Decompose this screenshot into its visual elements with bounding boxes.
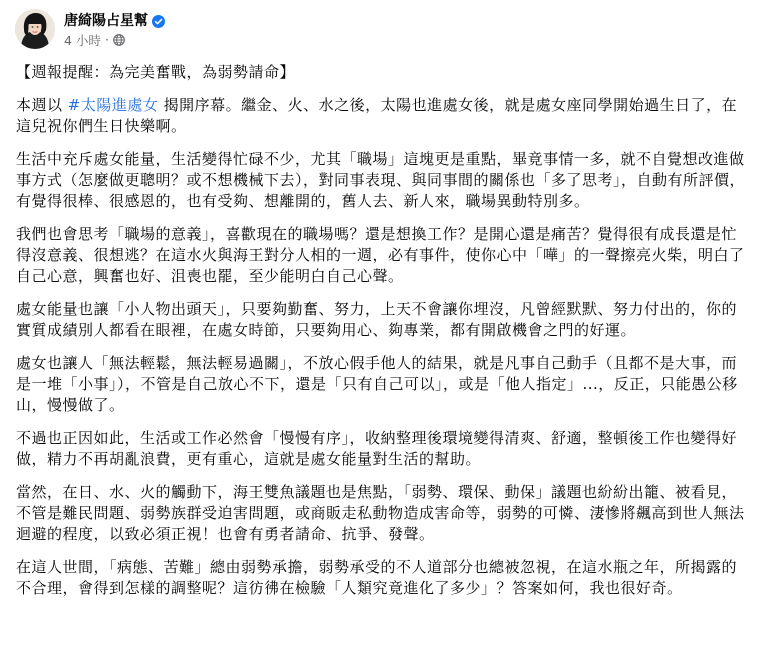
author-avatar[interactable] [15,9,55,49]
post-paragraph-4: 處女能量也讓「小人物出頭天」，只要夠勤奮、努力，上天不會讓你埋沒，凡曾經默默、努力付出的，你的實質成績別人都看在眼裡，在處女時節，只要夠用心、夠專業，都有開啟機會之門的好運。 [16,300,738,339]
separator-dot: · [104,32,109,47]
post-meta [64,10,165,49]
paragraph-text: 揭開序幕。繼金、火、水之後，太陽也進處女後，就是處女座同學開始過生日了，在這兒祝你們生日快樂啊。 [16,96,738,135]
post-title: 【週報提醒：為完美奮戰，為弱勢請命】 [16,63,296,81]
hashtag-link[interactable]: #太陽進處女 [67,96,159,114]
paragraph-text: 本週以 [16,96,68,114]
post-paragraph-6: 不過也正因如此，生活或工作必然會「慢慢有序」，收納整理後環境變得清爽、舒適，整頓後工作也變得好做，精力不再胡亂浪費，更有重心，這就是處女能量對生活的幫助。 [16,429,738,468]
post-paragraph-1 [16,95,751,137]
author-name[interactable]: 唐綺陽占星幫 [64,12,148,29]
post-subtitle [64,31,165,49]
post-body [16,62,751,611]
author-row [64,10,165,30]
post-paragraph-5: 處女也讓人「無法輕鬆，無法輕易過關」，不放心假手他人的結果，就是凡事自己動手（且都不是大事，而是一堆「小事」），不管是自己放心不下，還是「只有自己可以」，或是「他人指定」...，反正，只能愚公移山，慢慢做了。 [16,354,738,414]
avatar-photo-icon [15,9,55,49]
post-paragraph-3: 我們也會思考「職場的意義」，喜歡現在的職場嗎？還是想換工作？是開心還是痛苦？覺得很有成長還是忙得沒意義、很想逃？在這水火與海王對分人相的一週，必有事件，使你心中「嘩」的一聲擦亮火柴，明白了自己心意，興奮也好、沮喪也罷，至少能明白自己心聲。 [16,225,745,285]
post-header [15,9,165,49]
post-timestamp[interactable]: 4 小時 [64,32,101,48]
verified-badge-icon [152,13,165,26]
post-paragraph-8: 在這人世間，「病態、苦難」總由弱勢承擔，弱勢承受的不人道部分也總被忽視，在這水瓶之年，所揭露的不合理，會得到怎樣的調整呢？這彷彿在檢驗「人類究竟進化了多少」？答案如何，我也很好奇。 [16,558,738,597]
globe-icon[interactable] [113,34,125,46]
post-paragraph-7: 當然，在日、水、火的觸動下，海王雙魚議題也是焦點，「弱勢、環保、動保」議題也紛紛出籠、被看見，不管是難民問題、弱勢族群受迫害問題，或商販走私動物造成害命等，弱勢的可憐、淒慘將飆高到世人無法迴避的程度，以致必須正視！也會有勇者請命、抗爭、發聲。 [16,483,745,543]
post-paragraph-2: 生活中充斥處女能量，生活變得忙碌不少，尤其「職場」這塊更是重點，畢竟事情一多，就不自覺想改進做事方式（怎麼做更聰明？或不想機械下去），對同事表現、與同事間的關係也「多了思考」，自動有所評價，有覺得很棒、很感恩的，也有受夠、想離開的，舊人去、新人來，職場異動特別多。 [16,150,746,210]
